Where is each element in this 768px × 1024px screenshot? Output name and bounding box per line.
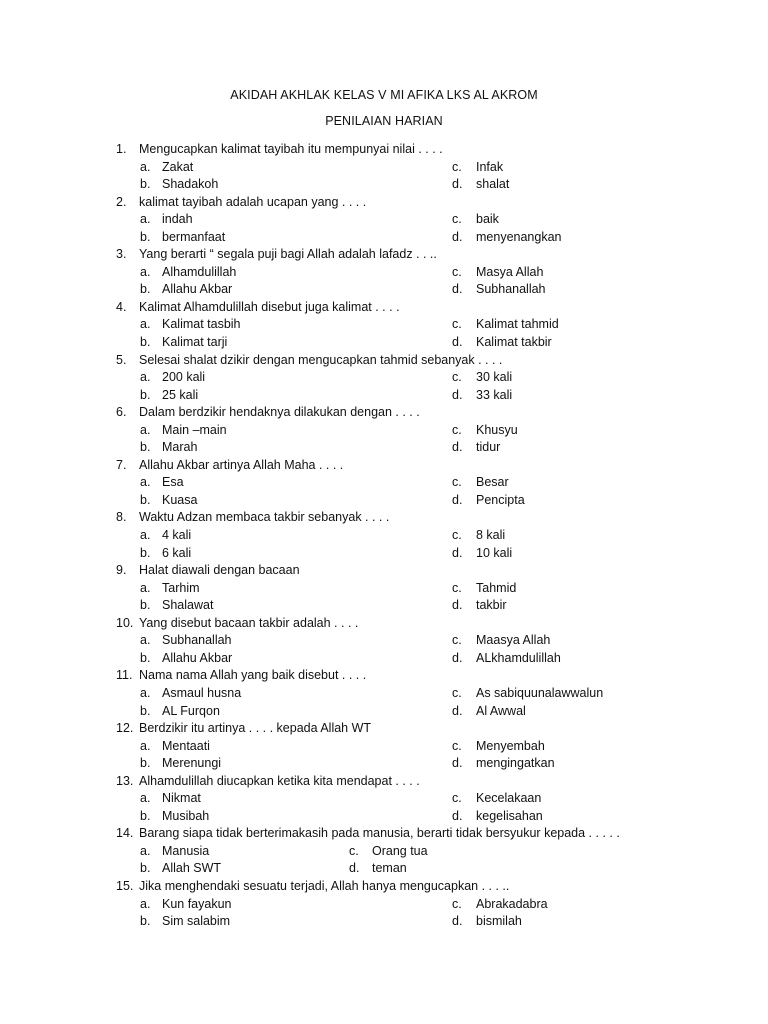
option-text: Zakat [162, 159, 194, 174]
option-letter: d. [452, 492, 463, 507]
option-row [0, 492, 768, 510]
option-letter: c. [452, 159, 462, 174]
option-text: Nikmat [162, 791, 201, 806]
option-text: teman [372, 861, 407, 876]
option-row [0, 334, 768, 352]
option-row [0, 545, 768, 563]
option-letter: a. [140, 685, 151, 700]
option-row [0, 580, 768, 598]
option-row [0, 316, 768, 334]
option-text: menyenangkan [476, 229, 562, 244]
option-letter: b. [140, 756, 151, 771]
option-letter: b. [140, 282, 151, 297]
question-item [0, 299, 768, 317]
question-number: 4. [116, 299, 127, 314]
option-text: bermanfaat [162, 229, 226, 244]
question-text: Allahu Akbar artinya Allah Maha . . . . [139, 457, 344, 472]
option-text: 200 kali [162, 370, 206, 385]
option-text: kegelisahan [476, 808, 543, 823]
option-letter: d. [452, 650, 463, 665]
option-row [0, 597, 768, 615]
option-text: Mentaati [162, 738, 210, 753]
option-letter: d. [452, 229, 463, 244]
option-text: Alhamdulillah [162, 264, 237, 279]
option-text: Khusyu [476, 422, 518, 437]
option-text: shalat [476, 177, 510, 192]
question-number: 11. [116, 668, 133, 683]
option-text: Besar [476, 475, 509, 490]
option-text: Allah SWT [162, 861, 222, 876]
question-number: 10. [116, 615, 134, 630]
option-letter: b. [140, 545, 151, 560]
question-item [0, 457, 768, 475]
option-row [0, 790, 768, 808]
option-row [0, 808, 768, 826]
option-row [0, 264, 768, 282]
option-text: Kuasa [162, 492, 198, 507]
option-letter: c. [452, 633, 462, 648]
option-letter: d. [452, 914, 463, 929]
question-number: 2. [116, 194, 127, 209]
option-text: Abrakadabra [476, 896, 548, 911]
option-letter: b. [140, 861, 151, 876]
option-letter: a. [140, 422, 151, 437]
option-letter: d. [452, 387, 463, 402]
question-item [0, 667, 768, 685]
question-item [0, 352, 768, 370]
option-text: Menyembah [476, 738, 545, 753]
question-text: Alhamdulillah diucapkan ketika kita mendapat . . . . [139, 773, 420, 788]
question-list [0, 141, 768, 931]
option-text: As sabiquunalawwalun [476, 685, 604, 700]
option-letter: b. [140, 808, 151, 823]
option-text: 6 kali [162, 545, 192, 560]
option-text: indah [162, 212, 193, 227]
option-letter: a. [140, 738, 151, 753]
question-text: Yang berarti “ segala puji bagi Allah adalah lafadz . . .. [139, 247, 437, 262]
option-letter: c. [452, 685, 462, 700]
option-text: Manusia [162, 843, 210, 858]
option-text: 8 kali [476, 528, 506, 543]
option-text: mengingatkan [476, 756, 555, 771]
option-row [0, 896, 768, 914]
option-letter: a. [140, 212, 151, 227]
option-letter: a. [140, 370, 151, 385]
question-item [0, 404, 768, 422]
option-letter: c. [452, 580, 462, 595]
option-row [0, 632, 768, 650]
option-letter: b. [140, 387, 151, 402]
option-letter: c. [452, 212, 462, 227]
option-text: Kun fayakun [162, 896, 232, 911]
option-text: Merenungi [162, 756, 222, 771]
option-row [0, 843, 768, 861]
question-text: Jika menghendaki sesuatu terjadi, Allah hanya mengucapkan . . . .. [139, 878, 510, 893]
question-number: 13. [116, 773, 134, 788]
question-number: 6. [116, 405, 127, 420]
option-letter: b. [140, 703, 151, 718]
option-row [0, 387, 768, 405]
option-text: Asmaul husna [162, 685, 242, 700]
option-text: baik [476, 212, 499, 227]
option-text: Kalimat takbir [476, 335, 552, 350]
question-item [0, 246, 768, 264]
option-letter: c. [452, 370, 462, 385]
worksheet-title: AKIDAH AKHLAK KELAS V MI AFIKA LKS AL AKROM [230, 88, 538, 102]
option-letter: d. [452, 335, 463, 350]
option-text: Pencipta [476, 492, 525, 507]
option-row [0, 527, 768, 545]
option-letter: a. [140, 633, 151, 648]
option-text: Subhanallah [476, 282, 546, 297]
option-letter: c. [452, 791, 462, 806]
question-item [0, 141, 768, 159]
option-letter: c. [452, 317, 462, 332]
option-text: Allahu Akbar [162, 650, 233, 665]
option-text: bismilah [476, 914, 522, 929]
option-text: 25 kali [162, 387, 199, 402]
question-text: Waktu Adzan membaca takbir sebanyak . . . . [139, 510, 390, 525]
option-text: Sim salabim [162, 914, 231, 929]
option-text: 30 kali [476, 370, 513, 385]
question-text: Yang disebut bacaan takbir adalah . . . . [139, 615, 359, 630]
option-letter: a. [140, 159, 151, 174]
option-letter: a. [140, 896, 151, 911]
option-letter: c. [452, 528, 462, 543]
option-letter: c. [452, 264, 462, 279]
question-text: Barang siapa tidak berterimakasih pada manusia, berarti tidak bersyukur kepada . . . . . [139, 826, 620, 841]
option-letter: c. [452, 896, 462, 911]
option-letter: b. [140, 440, 151, 455]
option-row [0, 650, 768, 668]
option-letter: c. [452, 738, 462, 753]
option-letter: a. [140, 843, 151, 858]
option-row [0, 159, 768, 177]
option-text: 33 kali [476, 387, 513, 402]
option-letter: d. [452, 177, 463, 192]
option-row [0, 176, 768, 194]
option-letter: d. [452, 703, 463, 718]
option-text: Masya Allah [476, 264, 544, 279]
option-text: Esa [162, 475, 184, 490]
option-letter: d. [452, 808, 463, 823]
question-number: 7. [116, 457, 127, 472]
option-text: Tarhim [162, 580, 200, 595]
question-item [0, 720, 768, 738]
option-text: Shalawat [162, 598, 214, 613]
option-text: ALkhamdulillah [476, 650, 561, 665]
option-text: 10 kali [476, 545, 513, 560]
option-text: Kecelakaan [476, 791, 542, 806]
option-row [0, 422, 768, 440]
question-number: 1. [116, 142, 127, 156]
question-text: Kalimat Alhamdulillah disebut juga kalimat . . . . [139, 299, 400, 314]
option-text: Infak [476, 159, 504, 174]
option-letter: d. [452, 756, 463, 771]
question-item [0, 562, 768, 580]
option-text: Musibah [162, 808, 210, 823]
option-text: Orang tua [372, 843, 428, 858]
question-item [0, 509, 768, 527]
question-item [0, 878, 768, 896]
question-number: 12. [116, 721, 134, 736]
question-number: 8. [116, 510, 127, 525]
option-row [0, 474, 768, 492]
option-text: 4 kali [162, 528, 192, 543]
option-text: Allahu Akbar [162, 282, 233, 297]
option-text: Tahmid [476, 580, 517, 595]
option-text: AL Furqon [162, 703, 220, 718]
question-item [0, 773, 768, 791]
option-row [0, 211, 768, 229]
worksheet-subtitle: PENILAIAN HARIAN [325, 114, 443, 128]
question-number: 5. [116, 352, 127, 367]
question-item [0, 194, 768, 212]
option-letter: d. [452, 545, 463, 560]
option-row [0, 913, 768, 931]
question-text: Halat diawali dengan bacaan [139, 563, 300, 578]
option-letter: b. [140, 914, 151, 929]
option-text: Marah [162, 440, 198, 455]
option-row [0, 369, 768, 387]
option-text: Kalimat tasbih [162, 317, 241, 332]
option-text: Kalimat tahmid [476, 317, 559, 332]
option-text: Al Awwal [476, 703, 526, 718]
option-letter: d. [452, 282, 463, 297]
option-row [0, 755, 768, 773]
question-number: 3. [116, 247, 127, 262]
question-number: 14. [116, 826, 134, 841]
option-letter: b. [140, 229, 151, 244]
option-letter: a. [140, 475, 151, 490]
question-item [0, 825, 768, 843]
option-letter: b. [140, 650, 151, 665]
question-text: Nama nama Allah yang baik disebut . . . . [139, 668, 367, 683]
option-text: tidur [476, 440, 501, 455]
option-letter: c. [349, 843, 359, 858]
option-letter: c. [452, 422, 462, 437]
option-letter: d. [349, 861, 360, 876]
option-letter: b. [140, 492, 151, 507]
option-letter: a. [140, 317, 151, 332]
question-text: Berdzikir itu artinya . . . . kepada Allah WT [139, 721, 372, 736]
option-letter: a. [140, 528, 151, 543]
option-letter: d. [452, 440, 463, 455]
option-letter: a. [140, 264, 151, 279]
option-letter: d. [452, 598, 463, 613]
option-text: takbir [476, 598, 507, 613]
option-text: Subhanallah [162, 633, 232, 648]
option-row [0, 860, 768, 878]
question-item [0, 615, 768, 633]
question-text: Dalam berdzikir hendaknya dilakukan dengan . . . . [139, 405, 420, 420]
option-letter: b. [140, 598, 151, 613]
question-number: 9. [116, 563, 127, 578]
option-row [0, 685, 768, 703]
option-row [0, 281, 768, 299]
question-text: Selesai shalat dzikir dengan mengucapkan tahmid sebanyak . . . . [139, 352, 503, 367]
option-text: Maasya Allah [476, 633, 551, 648]
question-number: 15. [116, 878, 134, 893]
option-row [0, 703, 768, 721]
option-letter: c. [452, 475, 462, 490]
question-text: Mengucapkan kalimat tayibah itu mempunyai nilai . . . . [139, 142, 443, 156]
option-row [0, 439, 768, 457]
option-row [0, 229, 768, 247]
option-text: Kalimat tarji [162, 335, 228, 350]
option-row [0, 738, 768, 756]
option-text: Main –main [162, 422, 227, 437]
option-letter: a. [140, 580, 151, 595]
option-text: Shadakoh [162, 177, 219, 192]
option-letter: b. [140, 335, 151, 350]
option-letter: b. [140, 177, 151, 192]
question-text: kalimat tayibah adalah ucapan yang . . . . [139, 194, 367, 209]
option-letter: a. [140, 791, 151, 806]
